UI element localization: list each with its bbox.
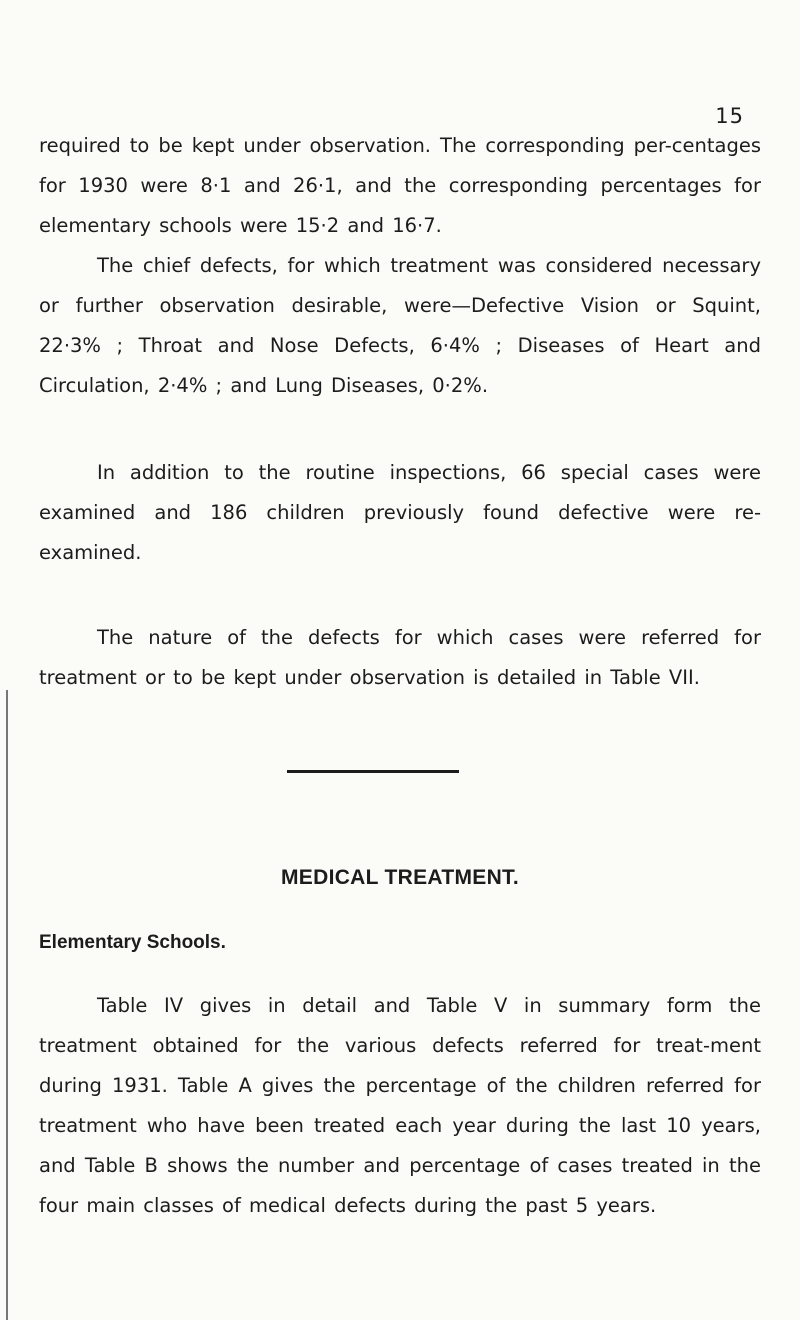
subsection-title: Elementary Schools. — [39, 932, 226, 953]
page-number: 15 — [715, 104, 744, 128]
paragraph-chief-defects: The chief defects, for which treatment was considered necessary or further observation desirable, were—Defective Vision or Squint, 22·3% ; Throat and Nose Defects, 6·4% ; Diseases of Heart and Circulation, 2·4% ; and Lung Diseases, 0·2%. — [39, 254, 761, 397]
paragraph-special-cases: In addition to the routine inspections, 66 special cases were examined and 186 children previously found defective were re-examined. — [39, 461, 761, 564]
section-divider — [287, 770, 459, 773]
paragraph-table-vii: The nature of the defects for which cases were referred for treatment or to be kept under observation is detailed in Table VII. — [39, 626, 761, 689]
page-edge-line — [6, 690, 8, 1320]
paragraph-observation-percentages: required to be kept under observation. The corresponding per-centages for 1930 were 8·1 and 26·1, and the corresponding percentages for elementary schools were 15·2 and 16·7. — [39, 134, 761, 237]
paragraph-treatment-tables: Table IV gives in detail and Table V in summary form the treatment obtained for the various defects referred for treat-ment during 1931. Table A gives the percentage of the children referred for treatment who have been treated each year during the last 10 years, and Table B shows the number and percentage of cases treated in the four main classes of medical defects during the past 5 years. — [39, 994, 761, 1217]
section-title: MEDICAL TREATMENT. — [281, 866, 519, 889]
